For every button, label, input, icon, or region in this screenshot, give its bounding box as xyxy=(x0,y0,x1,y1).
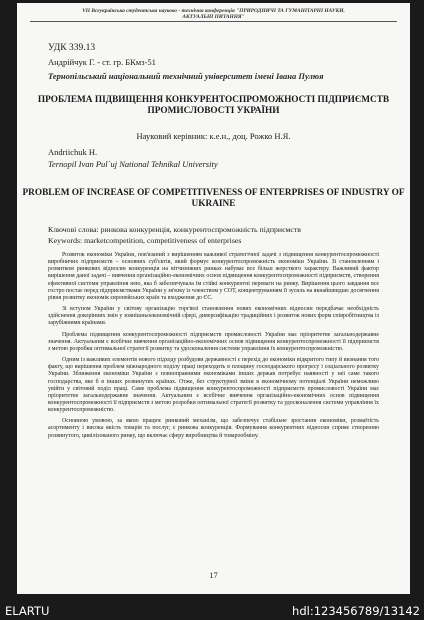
title-en: PROBLEM OF INCREASE OF COMPETITIVENESS OF ENTERPRISES OF INDUSTRY OF UKRAINE xyxy=(22,188,405,209)
title-ua: ПРОБЛЕМА ПІДВИЩЕННЯ КОНКУРЕНТОСПРОМОЖНОСТІ ПІДПРИЄМСТВ ПРОМИСЛОВОСТІ УКРАЇНИ xyxy=(37,95,390,116)
page-number: 17 xyxy=(209,570,218,580)
handle-id: hdl:123456789/13142 xyxy=(292,604,420,618)
affiliation-en: Ternopil Ivan Pul`uj National Tehnikal University xyxy=(48,159,218,169)
affiliation-ua: Тернопільський національний технічний університет імені Івана Пулюя xyxy=(48,71,324,81)
document-page xyxy=(17,3,410,594)
udk-code: УДК 339.13 xyxy=(48,43,96,53)
paragraph: Розвиток економіки України, пов'язаний з вирішенням важливої стратегічної задачі з підвищення конкурентоспроможності виробничих підприємств – основних суб'єктів, який формує конкурентоспроможність економіки України. Зі становленням і розвитком ринкових відносин конкуренція на вітчизняних ринках набуває все більш жорсткого характеру. Важливий фактор вирішення даної задачі – вивчення організаційно-економічних основ підвищення конкурентоспроможності підприємств, створення ефективної системи управління нею, яка б забезпечувала їм стійкі конкурентні переваги на ринку. Вирішення цього завдання все гостро постає перед підприємствами України у зв'язку із членством у СОТ, концентруванням її зусиль на якнайшвидше досягнення рівня розвитку економік європейських країн та входження до ЄС. xyxy=(48,252,379,301)
conference-header-line-2: АКТУАЛЬНІ ПИТАННЯ" xyxy=(182,14,245,21)
repository-name: ELARTU xyxy=(5,604,50,618)
scientific-advisor: Науковий керівник: к.е.н., доц. Рожко Н.Я. xyxy=(136,131,291,141)
paragraph: Проблема підвищення конкурентоспроможності підприємств промисловості України має пріоритетне загальнодержавне значення. Актуальним є всебічне вивчення організаційно-економічних основ підвищення конкурентоспроможності її підприємств з метою розробки оптимальної стратегії розвитку та удосконалення системи управління їх конкурентоспроможністю. xyxy=(48,331,379,352)
conference-header xyxy=(30,8,397,22)
repository-footer xyxy=(0,596,424,620)
paragraph: Зі вступом України у світову організацію торгівлі становлення нових економічних відносин передбачає необхідність здійснення докорінних змін у зовнішньоекономічній сфері, диверсифікацію традиційних і розвиток нових форм співробітництва із зарубіжними країнами. xyxy=(48,306,379,327)
body-text xyxy=(48,252,379,444)
keywords-ua: Ключові слова: ринкова конкуренція, конкурентоспроможність підприємств xyxy=(48,225,301,234)
conference-header-line-1: VII Всеукраїнська студентська науково - технічна конференція "ПРИРОДНИЧІ ТА ГУМАНІТАРНІ НАУКИ. xyxy=(82,8,345,14)
paragraph: Одним із важливих елементів нового підходу розбудови державності є перехід до економіки відкритого типу й визнання того факту, що вирішення проблем міжнародного поділу праці переходить в площину господарського прогресу і соціального розвитку України. Зближення економіки України з повноправними економіками інших держав потребує наявності у неї саме такого господарства, яке б в інших розвинутих країнах. Отже, без структурної зміни в економічному потенціалі України неможливо увійти у світовий поділ праці. Саме проблема підвищення конкурентоспроможності підприємств промисловості України має пріоритетне загальнодержавне значення. Актуальним є всебічне вивчення організаційно-економічних основ підвищення конкурентоспроможності її підприємств з метою розробки оптимальної стратегії розвитку та удосконалення системи управління їх конкурентоспроможністю. xyxy=(48,357,379,414)
author-en: Andriichuk H. xyxy=(48,147,98,157)
paragraph: Основною умовою, за якою працює ринковий механізм, що забезпечує стабільне зростання економіки, розмаїтість асортименту і висока якість товарів та послуг, є ринкова конкуренція. Формування конкурентних відносин сприяє створенню розвинутого, цивілізованого ринку, що включає сферу виробництва й товарообміну. xyxy=(48,418,379,439)
author-ua: Андрійчук Г. - ст. гр. БКмз-51 xyxy=(48,57,156,67)
keywords-en: Keywords: marketcompetition, competitiveness of enterprises xyxy=(48,236,242,245)
